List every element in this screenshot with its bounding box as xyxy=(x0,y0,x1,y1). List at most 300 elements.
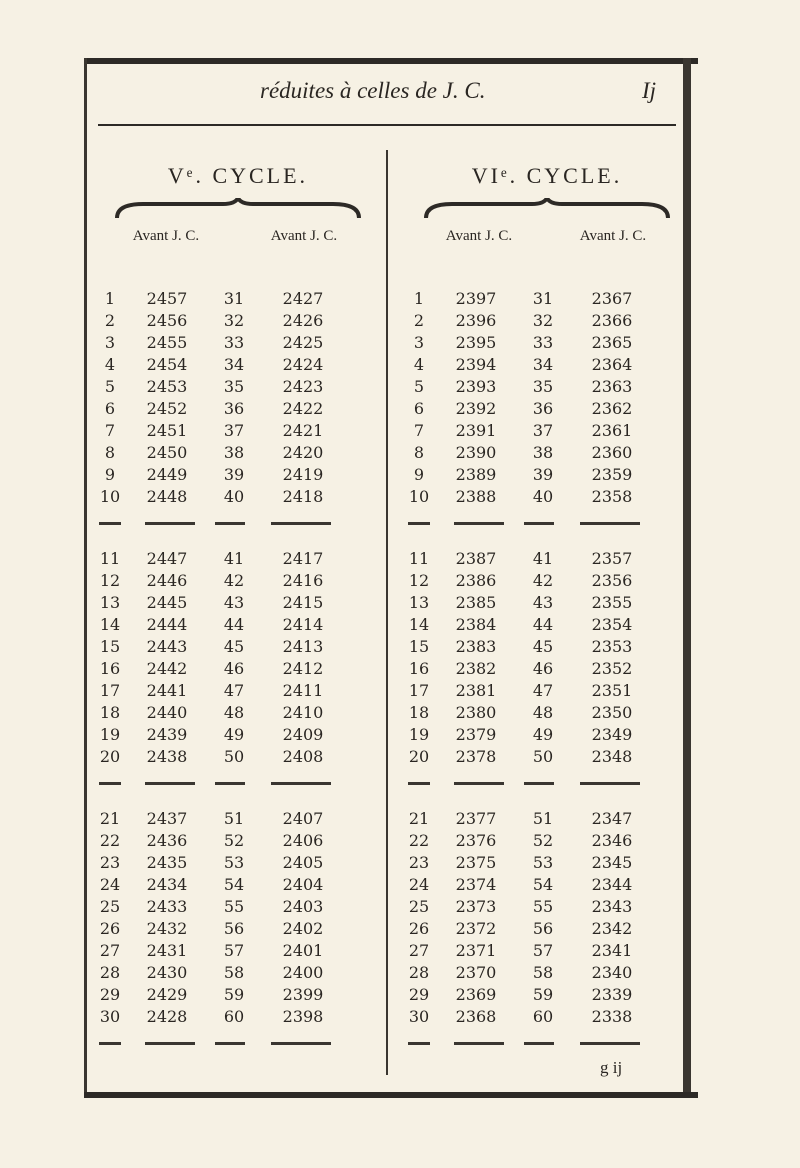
table-row xyxy=(93,852,383,874)
year-before-christ: 2354 xyxy=(591,615,633,634)
table-row xyxy=(402,852,692,874)
year-before-christ: 2379 xyxy=(455,725,497,744)
year-before-christ: 2438 xyxy=(146,747,188,766)
year-before-christ: 2362 xyxy=(591,399,633,418)
year-before-christ: 2417 xyxy=(282,549,324,568)
year-before-christ: 2378 xyxy=(455,747,497,766)
year-before-christ: 2342 xyxy=(591,919,633,938)
year-of-cycle: 17 xyxy=(408,681,430,700)
table-row xyxy=(402,592,692,614)
group-separator xyxy=(402,768,692,808)
table-row xyxy=(93,1006,383,1028)
year-of-cycle: 59 xyxy=(532,985,554,1004)
year-before-christ: 2340 xyxy=(591,963,633,982)
year-before-christ: 2420 xyxy=(282,443,324,462)
year-of-cycle: 3 xyxy=(413,333,425,352)
year-of-cycle: 9 xyxy=(413,465,425,484)
separator-dash xyxy=(99,1042,121,1045)
table-body xyxy=(93,288,383,1068)
separator-dash xyxy=(215,522,245,525)
table-body xyxy=(402,288,692,1068)
cycle-panel-5 xyxy=(93,158,383,1068)
year-of-cycle: 30 xyxy=(408,1007,430,1026)
year-of-cycle: 19 xyxy=(408,725,430,744)
year-before-christ: 2418 xyxy=(282,487,324,506)
year-of-cycle: 35 xyxy=(223,377,245,396)
year-before-christ: 2356 xyxy=(591,571,633,590)
table-row xyxy=(93,548,383,570)
year-before-christ: 2433 xyxy=(146,897,188,916)
year-of-cycle: 47 xyxy=(223,681,245,700)
table-row xyxy=(93,354,383,376)
table-row xyxy=(402,464,692,486)
separator-dash xyxy=(454,1042,504,1045)
year-of-cycle: 12 xyxy=(99,571,121,590)
year-before-christ: 2399 xyxy=(282,985,324,1004)
year-of-cycle: 58 xyxy=(532,963,554,982)
year-of-cycle: 54 xyxy=(532,875,554,894)
year-of-cycle: 40 xyxy=(223,487,245,506)
year-before-christ: 2457 xyxy=(146,289,188,308)
table-row xyxy=(93,702,383,724)
year-before-christ: 2422 xyxy=(282,399,324,418)
year-of-cycle: 55 xyxy=(532,897,554,916)
table-row xyxy=(93,332,383,354)
column-header-avant-1: Avant J. C. xyxy=(445,228,513,244)
year-of-cycle: 33 xyxy=(223,333,245,352)
table-row xyxy=(402,830,692,852)
year-of-cycle: 42 xyxy=(223,571,245,590)
year-before-christ: 2421 xyxy=(282,421,324,440)
year-of-cycle: 4 xyxy=(413,355,425,374)
column-divider xyxy=(386,150,388,1075)
row-group xyxy=(402,808,692,1028)
year-of-cycle: 30 xyxy=(99,1007,121,1026)
year-before-christ: 2407 xyxy=(282,809,324,828)
separator-dash xyxy=(271,782,331,785)
year-of-cycle: 32 xyxy=(532,311,554,330)
year-before-christ: 2349 xyxy=(591,725,633,744)
year-before-christ: 2403 xyxy=(282,897,324,916)
year-before-christ: 2392 xyxy=(455,399,497,418)
year-before-christ: 2454 xyxy=(146,355,188,374)
table-row xyxy=(93,984,383,1006)
year-of-cycle: 3 xyxy=(104,333,116,352)
year-before-christ: 2351 xyxy=(591,681,633,700)
year-of-cycle: 40 xyxy=(532,487,554,506)
table-row xyxy=(402,614,692,636)
catchword: g ij xyxy=(600,1058,623,1077)
year-before-christ: 2411 xyxy=(282,681,324,700)
table-row xyxy=(402,1006,692,1028)
year-of-cycle: 51 xyxy=(223,809,245,828)
separator-dash xyxy=(145,1042,195,1045)
table-row xyxy=(402,570,692,592)
year-of-cycle: 28 xyxy=(408,963,430,982)
year-of-cycle: 20 xyxy=(99,747,121,766)
table-row xyxy=(93,464,383,486)
table-row xyxy=(93,724,383,746)
separator-dash xyxy=(215,1042,245,1045)
year-of-cycle: 16 xyxy=(99,659,121,678)
year-before-christ: 2442 xyxy=(146,659,188,678)
table-row xyxy=(93,896,383,918)
year-of-cycle: 31 xyxy=(532,289,554,308)
table-row xyxy=(93,746,383,768)
year-of-cycle: 5 xyxy=(104,377,116,396)
table-row xyxy=(93,808,383,830)
year-before-christ: 2409 xyxy=(282,725,324,744)
year-of-cycle: 38 xyxy=(223,443,245,462)
page-border-bottom xyxy=(84,1092,698,1098)
year-before-christ: 2432 xyxy=(146,919,188,938)
year-before-christ: 2415 xyxy=(282,593,324,612)
year-before-christ: 2445 xyxy=(146,593,188,612)
table-row xyxy=(402,288,692,310)
year-before-christ: 2401 xyxy=(282,941,324,960)
row-group xyxy=(93,288,383,508)
year-before-christ: 2416 xyxy=(282,571,324,590)
year-before-christ: 2355 xyxy=(591,593,633,612)
year-of-cycle: 55 xyxy=(223,897,245,916)
year-before-christ: 2387 xyxy=(455,549,497,568)
year-of-cycle: 34 xyxy=(223,355,245,374)
year-before-christ: 2359 xyxy=(591,465,633,484)
year-of-cycle: 44 xyxy=(532,615,554,634)
year-of-cycle: 25 xyxy=(408,897,430,916)
table-row xyxy=(93,486,383,508)
year-of-cycle: 17 xyxy=(99,681,121,700)
year-before-christ: 2376 xyxy=(455,831,497,850)
year-before-christ: 2380 xyxy=(455,703,497,722)
table-row xyxy=(402,486,692,508)
separator-dash xyxy=(408,522,430,525)
separator-dash xyxy=(271,522,331,525)
year-before-christ: 2386 xyxy=(455,571,497,590)
year-before-christ: 2441 xyxy=(146,681,188,700)
year-of-cycle: 53 xyxy=(532,853,554,872)
year-before-christ: 2423 xyxy=(282,377,324,396)
year-before-christ: 2350 xyxy=(591,703,633,722)
year-of-cycle: 29 xyxy=(99,985,121,1004)
year-before-christ: 2455 xyxy=(146,333,188,352)
year-of-cycle: 60 xyxy=(223,1007,245,1026)
year-before-christ: 2372 xyxy=(455,919,497,938)
table-row xyxy=(93,420,383,442)
column-header-avant-2: Avant J. C. xyxy=(270,228,338,244)
year-of-cycle: 32 xyxy=(223,311,245,330)
year-of-cycle: 57 xyxy=(223,941,245,960)
year-of-cycle: 1 xyxy=(413,289,425,308)
row-group xyxy=(402,288,692,508)
year-before-christ: 2430 xyxy=(146,963,188,982)
year-of-cycle: 2 xyxy=(413,311,425,330)
table-row xyxy=(93,940,383,962)
separator-dash xyxy=(580,522,640,525)
year-of-cycle: 23 xyxy=(408,853,430,872)
year-before-christ: 2425 xyxy=(282,333,324,352)
year-of-cycle: 46 xyxy=(223,659,245,678)
year-of-cycle: 49 xyxy=(532,725,554,744)
table-row xyxy=(402,398,692,420)
year-before-christ: 2353 xyxy=(591,637,633,656)
separator-dash xyxy=(580,1042,640,1045)
year-before-christ: 2412 xyxy=(282,659,324,678)
year-of-cycle: 59 xyxy=(223,985,245,1004)
table-row xyxy=(402,918,692,940)
year-before-christ: 2366 xyxy=(591,311,633,330)
year-before-christ: 2396 xyxy=(455,311,497,330)
year-of-cycle: 21 xyxy=(408,809,430,828)
separator-dash xyxy=(145,522,195,525)
year-of-cycle: 8 xyxy=(413,443,425,462)
year-of-cycle: 20 xyxy=(408,747,430,766)
year-of-cycle: 37 xyxy=(532,421,554,440)
year-before-christ: 2371 xyxy=(455,941,497,960)
year-before-christ: 2437 xyxy=(146,809,188,828)
year-of-cycle: 48 xyxy=(532,703,554,722)
table-row xyxy=(402,354,692,376)
year-before-christ: 2364 xyxy=(591,355,633,374)
table-row xyxy=(93,310,383,332)
year-before-christ: 2426 xyxy=(282,311,324,330)
year-of-cycle: 11 xyxy=(408,549,430,568)
year-of-cycle: 52 xyxy=(532,831,554,850)
year-of-cycle: 13 xyxy=(99,593,121,612)
table-row xyxy=(402,724,692,746)
row-group xyxy=(93,808,383,1028)
year-of-cycle: 16 xyxy=(408,659,430,678)
row-group xyxy=(402,548,692,768)
year-before-christ: 2346 xyxy=(591,831,633,850)
year-of-cycle: 21 xyxy=(99,809,121,828)
year-of-cycle: 39 xyxy=(532,465,554,484)
year-before-christ: 2448 xyxy=(146,487,188,506)
year-of-cycle: 46 xyxy=(532,659,554,678)
year-before-christ: 2375 xyxy=(455,853,497,872)
year-of-cycle: 51 xyxy=(532,809,554,828)
cycle-panel-6 xyxy=(402,158,692,1068)
table-row xyxy=(93,874,383,896)
year-of-cycle: 43 xyxy=(223,593,245,612)
column-headers xyxy=(402,226,692,274)
year-of-cycle: 9 xyxy=(104,465,116,484)
year-before-christ: 2390 xyxy=(455,443,497,462)
year-before-christ: 2452 xyxy=(146,399,188,418)
table-row xyxy=(402,658,692,680)
year-of-cycle: 10 xyxy=(99,487,121,506)
year-of-cycle: 13 xyxy=(408,593,430,612)
year-before-christ: 2393 xyxy=(455,377,497,396)
year-of-cycle: 41 xyxy=(223,549,245,568)
year-of-cycle: 19 xyxy=(99,725,121,744)
year-before-christ: 2436 xyxy=(146,831,188,850)
running-title: réduites à celles de J. C. xyxy=(260,78,486,103)
year-before-christ: 2402 xyxy=(282,919,324,938)
year-before-christ: 2447 xyxy=(146,549,188,568)
year-of-cycle: 25 xyxy=(99,897,121,916)
group-separator xyxy=(93,768,383,808)
year-before-christ: 2363 xyxy=(591,377,633,396)
brace-icon xyxy=(113,198,363,220)
year-before-christ: 2413 xyxy=(282,637,324,656)
year-before-christ: 2424 xyxy=(282,355,324,374)
year-before-christ: 2360 xyxy=(591,443,633,462)
year-of-cycle: 18 xyxy=(408,703,430,722)
table-row xyxy=(402,310,692,332)
year-before-christ: 2439 xyxy=(146,725,188,744)
year-before-christ: 2453 xyxy=(146,377,188,396)
separator-dash xyxy=(524,782,554,785)
year-before-christ: 2385 xyxy=(455,593,497,612)
table-row xyxy=(93,658,383,680)
year-before-christ: 2440 xyxy=(146,703,188,722)
year-before-christ: 2429 xyxy=(146,985,188,1004)
year-before-christ: 2344 xyxy=(591,875,633,894)
year-before-christ: 2361 xyxy=(591,421,633,440)
table-row xyxy=(93,636,383,658)
separator-dash xyxy=(99,522,121,525)
year-of-cycle: 57 xyxy=(532,941,554,960)
year-before-christ: 2451 xyxy=(146,421,188,440)
table-row xyxy=(93,830,383,852)
year-of-cycle: 56 xyxy=(532,919,554,938)
year-before-christ: 2368 xyxy=(455,1007,497,1026)
year-of-cycle: 43 xyxy=(532,593,554,612)
year-of-cycle: 48 xyxy=(223,703,245,722)
year-before-christ: 2397 xyxy=(455,289,497,308)
year-before-christ: 2391 xyxy=(455,421,497,440)
year-of-cycle: 28 xyxy=(99,963,121,982)
year-before-christ: 2398 xyxy=(282,1007,324,1026)
header-rule xyxy=(98,124,676,126)
year-before-christ: 2444 xyxy=(146,615,188,634)
table-row xyxy=(93,570,383,592)
page-border-top xyxy=(84,58,698,64)
table-row xyxy=(93,442,383,464)
year-of-cycle: 14 xyxy=(99,615,121,634)
year-of-cycle: 49 xyxy=(223,725,245,744)
year-before-christ: 2408 xyxy=(282,747,324,766)
year-of-cycle: 53 xyxy=(223,853,245,872)
year-before-christ: 2338 xyxy=(591,1007,633,1026)
year-of-cycle: 29 xyxy=(408,985,430,1004)
separator-dash xyxy=(454,782,504,785)
year-of-cycle: 41 xyxy=(532,549,554,568)
year-of-cycle: 27 xyxy=(99,941,121,960)
year-of-cycle: 50 xyxy=(532,747,554,766)
year-of-cycle: 27 xyxy=(408,941,430,960)
table-row xyxy=(93,592,383,614)
year-before-christ: 2382 xyxy=(455,659,497,678)
table-row xyxy=(402,420,692,442)
year-before-christ: 2404 xyxy=(282,875,324,894)
year-before-christ: 2377 xyxy=(455,809,497,828)
year-of-cycle: 37 xyxy=(223,421,245,440)
cycle-title: VIᵉ. CYCLE. xyxy=(471,163,623,188)
group-separator xyxy=(93,1028,383,1068)
row-group xyxy=(93,548,383,768)
year-of-cycle: 34 xyxy=(532,355,554,374)
year-before-christ: 2450 xyxy=(146,443,188,462)
year-of-cycle: 24 xyxy=(408,875,430,894)
year-before-christ: 2365 xyxy=(591,333,633,352)
year-of-cycle: 12 xyxy=(408,571,430,590)
table-row xyxy=(402,548,692,570)
column-header-avant-1: Avant J. C. xyxy=(132,228,200,244)
year-of-cycle: 54 xyxy=(223,875,245,894)
year-of-cycle: 15 xyxy=(408,637,430,656)
year-of-cycle: 52 xyxy=(223,831,245,850)
year-before-christ: 2410 xyxy=(282,703,324,722)
year-of-cycle: 33 xyxy=(532,333,554,352)
year-before-christ: 2358 xyxy=(591,487,633,506)
table-row xyxy=(402,702,692,724)
year-before-christ: 2428 xyxy=(146,1007,188,1026)
column-header-avant-2: Avant J. C. xyxy=(579,228,647,244)
page-border-left xyxy=(84,58,87,1098)
year-before-christ: 2367 xyxy=(591,289,633,308)
year-before-christ: 2405 xyxy=(282,853,324,872)
table-row xyxy=(402,332,692,354)
year-of-cycle: 35 xyxy=(532,377,554,396)
separator-dash xyxy=(215,782,245,785)
table-row xyxy=(402,874,692,896)
year-before-christ: 2456 xyxy=(146,311,188,330)
table-row xyxy=(402,896,692,918)
year-of-cycle: 22 xyxy=(408,831,430,850)
year-of-cycle: 47 xyxy=(532,681,554,700)
year-before-christ: 2449 xyxy=(146,465,188,484)
year-of-cycle: 5 xyxy=(413,377,425,396)
year-before-christ: 2406 xyxy=(282,831,324,850)
year-of-cycle: 1 xyxy=(104,289,116,308)
table-row xyxy=(93,398,383,420)
table-row xyxy=(93,918,383,940)
separator-dash xyxy=(408,1042,430,1045)
year-before-christ: 2352 xyxy=(591,659,633,678)
table-row xyxy=(402,636,692,658)
year-before-christ: 2384 xyxy=(455,615,497,634)
year-before-christ: 2341 xyxy=(591,941,633,960)
year-of-cycle: 50 xyxy=(223,747,245,766)
year-of-cycle: 38 xyxy=(532,443,554,462)
year-before-christ: 2446 xyxy=(146,571,188,590)
table-row xyxy=(402,680,692,702)
separator-dash xyxy=(524,522,554,525)
table-row xyxy=(93,962,383,984)
group-separator xyxy=(402,508,692,548)
year-of-cycle: 56 xyxy=(223,919,245,938)
year-of-cycle: 7 xyxy=(104,421,116,440)
folio: Ij xyxy=(642,78,657,103)
year-of-cycle: 26 xyxy=(408,919,430,938)
separator-dash xyxy=(99,782,121,785)
year-before-christ: 2343 xyxy=(591,897,633,916)
year-before-christ: 2373 xyxy=(455,897,497,916)
year-of-cycle: 2 xyxy=(104,311,116,330)
year-before-christ: 2347 xyxy=(591,809,633,828)
year-before-christ: 2419 xyxy=(282,465,324,484)
year-of-cycle: 58 xyxy=(223,963,245,982)
year-before-christ: 2339 xyxy=(591,985,633,1004)
year-before-christ: 2345 xyxy=(591,853,633,872)
year-of-cycle: 36 xyxy=(532,399,554,418)
separator-dash xyxy=(454,522,504,525)
year-of-cycle: 36 xyxy=(223,399,245,418)
column-headers xyxy=(93,226,383,274)
year-of-cycle: 7 xyxy=(413,421,425,440)
